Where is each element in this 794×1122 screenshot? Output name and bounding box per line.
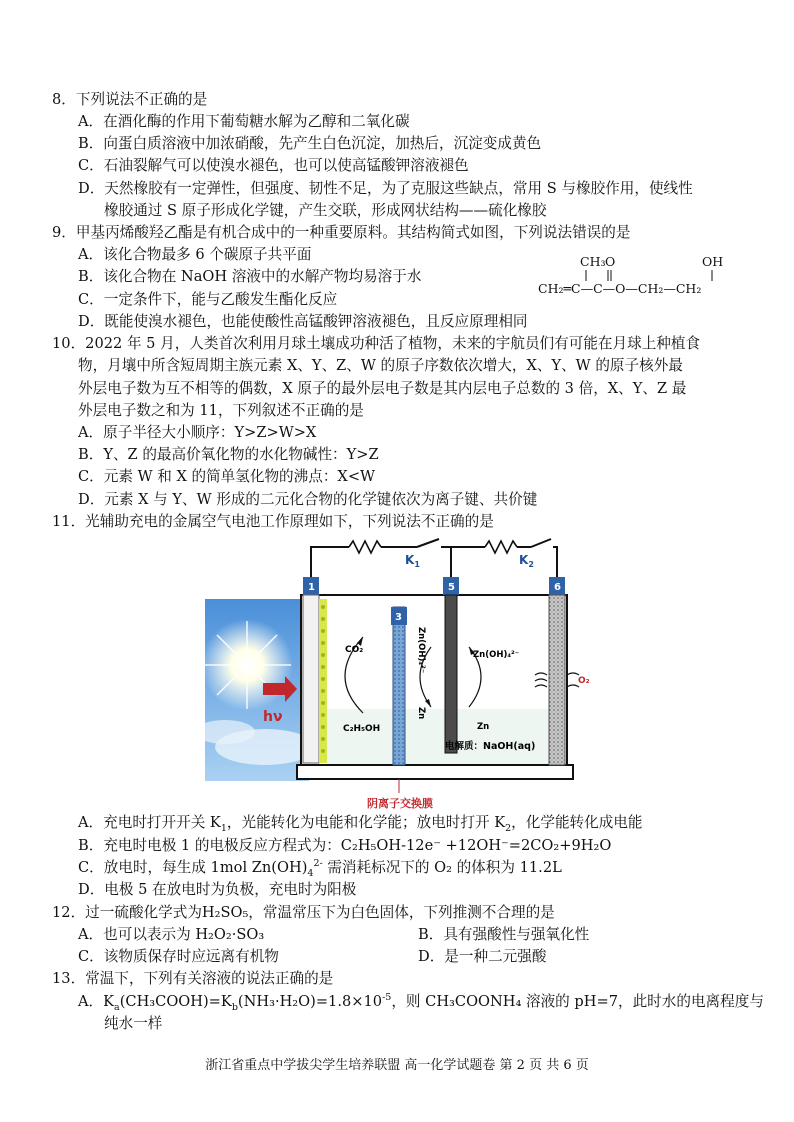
- struct-oh: OH: [702, 254, 724, 269]
- q9-stem: 9．甲基丙烯酸羟乙酯是有机合成中的一种重要原料。其结构简式如图，下列说法错误的是: [52, 224, 631, 241]
- q12-stem: 12．过一硫酸化学式为H₂SO₅，常温常压下为白色固体，下列推测不合理的是: [52, 904, 555, 921]
- q9-option-d: D．既能使溴水褪色，也能使酸性高锰酸钾溶液褪色，且反应原理相同: [78, 313, 528, 330]
- battery-diagram-svg: [205, 537, 590, 807]
- zn-label: Zn: [477, 722, 490, 732]
- page-footer: 浙江省重点中学拔尖学生培养联盟 高一化学试题卷 第 2 页 共 6 页: [205, 1058, 589, 1073]
- electrode-1: [303, 595, 319, 763]
- q10-option-a: A．原子半径大小顺序：Y>Z>W>X: [78, 424, 317, 441]
- q10-line1: 10．2022 年 5 月，人类首次利用月球土壤成功种活了植物，未来的宇航员们有可能在月球上种植食: [52, 335, 701, 352]
- struct-ch3: CH₃: [580, 254, 606, 269]
- resistor-1: [349, 541, 381, 553]
- electrode-6-label: 6: [554, 582, 561, 593]
- anion-exchange-membrane: [393, 607, 405, 765]
- resistor-2: [485, 541, 517, 553]
- q11-stem: 11．光辅助充电的金属空气电池工作原理如下，下列说法不正确的是: [52, 513, 494, 530]
- q11-option-b: B．充电时电极 1 的电极反应方程式为：C₂H₅OH-12e⁻ +12OH⁻=2CO₂+9H₂O: [78, 837, 612, 854]
- c2h5oh-label: C₂H₅OH: [343, 724, 381, 734]
- battery-diagram: [205, 537, 590, 807]
- electrode-5: [445, 595, 457, 753]
- q12-option-b: B．具有强酸性与强氧化性: [418, 926, 590, 943]
- q10-line4: 外层电子数之和为 11，下列叙述不正确的是: [78, 402, 364, 419]
- q13-option-a-line1: A．$K_a(CH_3COOH)=K_b(NH_3\cdot H_2O)=1.8\times 10^{-5}$，则 CH₃COONH₄ 溶液的 pH=7，此时水的电离程度与: [78, 992, 764, 1013]
- switch-k1: [417, 539, 439, 547]
- zn-vertical-label: Zn: [416, 707, 426, 720]
- q8-option-a: A．在酒化酶的作用下葡萄糖水解为乙醇和二氧化碳: [78, 113, 410, 130]
- znoh4-vertical-label: Zn(OH)₄²⁻: [416, 627, 426, 674]
- electrolyte-label: 电解质：NaOH(aq): [445, 741, 536, 752]
- struct-carbonyl-o: O: [605, 254, 616, 269]
- q11-option-c: C．放电时，每生成 1mol $Zn(OH)_4^{2-}$ 需消耗标况下的 O₂ 的体积为 11.2L: [78, 858, 562, 879]
- q10-line2: 物，月壤中所含短周期主族元素 X、Y、Z、W 的原子序数依次增大，X、Y、W 的原子核外最: [78, 357, 683, 374]
- electrode-1-label: 1: [308, 582, 315, 593]
- membrane-caption: 阴离子交换膜: [367, 797, 433, 810]
- q9-option-a: A．该化合物最多 6 个碳原子共平面: [78, 246, 312, 263]
- q8-option-c: C．石油裂解气可以使溴水褪色，也可以使高锰酸钾溶液褪色: [78, 157, 469, 174]
- q10-option-d: D．元素 X 与 Y、W 形成的二元化合物的化学键依次为离子键、共价键: [78, 491, 538, 508]
- k1-label: $K_1$: [405, 553, 420, 569]
- co2-label: CO₂: [345, 645, 364, 655]
- struct-main-chain: CH₂═C—C—O—CH₂—CH₂: [538, 281, 702, 296]
- q11-option-d: D．电极 5 在放电时为负极，充电时为阳极: [78, 881, 357, 898]
- electrode-5-label: 5: [448, 582, 455, 593]
- k2-label: $K_2$: [519, 553, 534, 569]
- q12-option-a: A．也可以表示为 H₂O₂·SO₃: [78, 926, 265, 943]
- q9-option-c: C．一定条件下，能与乙酸发生酯化反应: [78, 291, 338, 308]
- znoh4-label: Zn(OH)₄²⁻: [473, 650, 520, 660]
- q9-structural-formula: [536, 250, 746, 300]
- q12-option-c: C．该物质保存时应远离有机物: [78, 948, 279, 965]
- q8-option-b: B．向蛋白质溶液中加浓硝酸，先产生白色沉淀，加热后，沉淀变成黄色: [78, 135, 542, 152]
- q10-line3: 外层电子数为互不相等的偶数，X 原子的最外层电子数是其内层电子总数的 3 倍，X、Y、Z 最: [78, 380, 687, 397]
- q13-option-a-line2: 纯水一样: [104, 1015, 163, 1032]
- o2-label: O₂: [578, 676, 590, 686]
- q9-option-b: B．该化合物在 NaOH 溶液中的水解产物均易溶于水: [78, 268, 422, 285]
- q13-stem: 13．常温下，下列有关溶液的说法正确的是: [52, 970, 334, 987]
- q8-option-d-line2: 橡胶通过 S 原子形成化学键，产生交联，形成网状结构——硫化橡胶: [104, 202, 547, 219]
- cell-base: [297, 765, 573, 779]
- switch-k2: [531, 539, 551, 547]
- q8-stem: 8．下列说法不正确的是: [52, 91, 208, 108]
- electrode-3-label: 3: [395, 612, 402, 623]
- q12-option-d: D．是一种二元强酸: [418, 948, 547, 965]
- q11-option-a: A．充电时打开开关 $K_1$，光能转化为电能和化学能；放电时打开 $K_2$，化学能转化成电能: [78, 814, 643, 834]
- q10-option-c: C．元素 W 和 X 的简单氢化物的沸点：X<W: [78, 468, 376, 485]
- air-electrode-6: [549, 595, 565, 765]
- q8-option-d-line1: D．天然橡胶有一定弹性，但强度、韧性不足，为了克服这些缺点，常用 S 与橡胶作用，使线性: [78, 180, 693, 197]
- hv-label: hν: [263, 709, 283, 725]
- q10-option-b: B．Y、Z 的最高价氧化物的水化物碱性：Y>Z: [78, 446, 379, 463]
